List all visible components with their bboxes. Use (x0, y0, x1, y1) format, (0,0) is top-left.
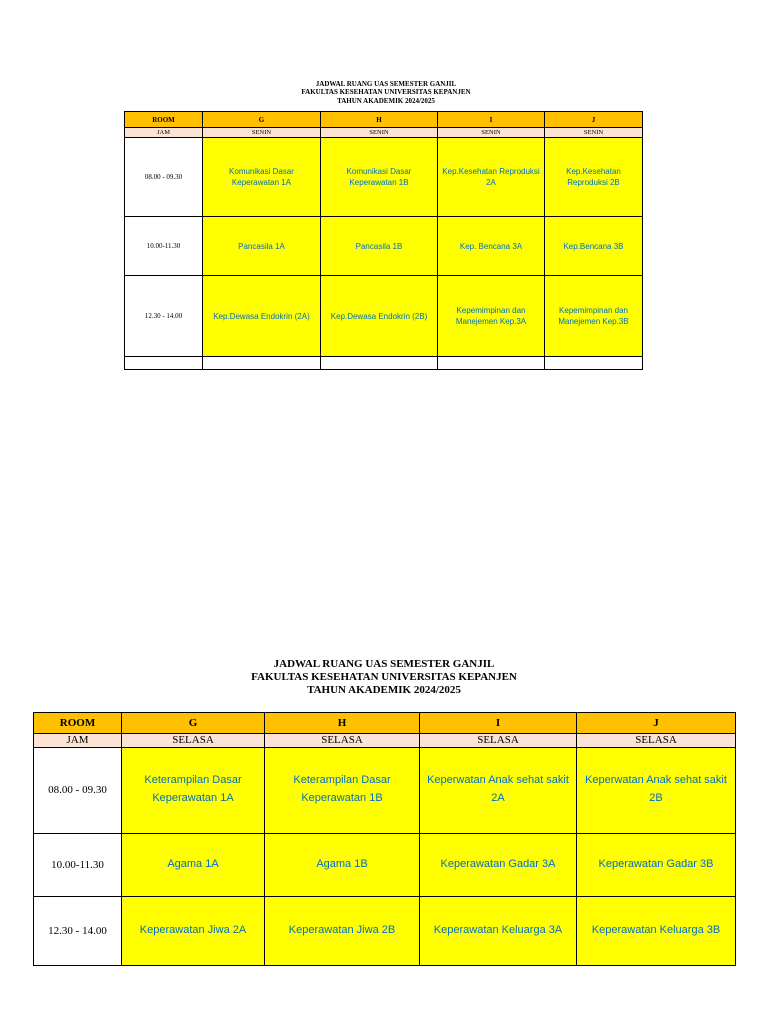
header-h: H (265, 712, 420, 733)
course-cell: Kep.Dewasa Endokrin (2B) (321, 276, 438, 357)
course-cell: Agama 1B (265, 833, 420, 896)
blank-row (125, 357, 643, 370)
header-row (125, 112, 643, 128)
course-cell: Keperawatan Jiwa 2B (265, 896, 420, 965)
blank-cell (203, 357, 321, 370)
header-g: G (203, 112, 321, 128)
table-row (34, 896, 736, 965)
header-room: ROOM (125, 112, 203, 128)
time-cell: 10.00-11.30 (34, 833, 122, 896)
course-cell: Kepemimpinan dan Manejemen Kep.3A (438, 276, 545, 357)
course-cell: Kep.Kesehatan Reproduksi 2B (545, 138, 643, 217)
schedule-table (33, 712, 736, 966)
table-row (34, 833, 736, 896)
sheet-title (33, 658, 735, 698)
blank-cell (438, 357, 545, 370)
title-line-1: JADWAL RUANG UAS SEMESTER GANJIL (315, 80, 457, 88)
blank-cell (321, 357, 438, 370)
table-row (125, 276, 643, 357)
schedule-table (124, 111, 643, 370)
subheader-jam: JAM (34, 733, 122, 747)
course-cell: Kep.Kesehatan Reproduksi 2A (438, 138, 545, 217)
course-cell: Kep. Bencana 3A (438, 217, 545, 276)
subheader-day: SENIN (203, 128, 321, 138)
blank-cell (545, 357, 643, 370)
time-cell: 08.00 - 09.30 (125, 138, 203, 217)
header-h: H (321, 112, 438, 128)
subheader-day: SENIN (321, 128, 438, 138)
title-line-2: FAKULTAS KESEHATAN UNIVERSITAS KEPANJEN (301, 88, 471, 97)
subheader-day: SELASA (577, 733, 736, 747)
subheader-day: SELASA (122, 733, 265, 747)
course-cell: Kepemimpinan dan Manejemen Kep.3B (545, 276, 643, 357)
course-cell: Keperawatan Keluarga 3B (577, 896, 736, 965)
title-line-3: TAHUN AKADEMIK 2024/2025 (337, 96, 435, 105)
time-cell: 10.00-11.30 (125, 217, 203, 276)
header-row (34, 712, 736, 733)
subheader-day: SENIN (545, 128, 643, 138)
schedule-sheet-selasa (33, 658, 735, 966)
subheader-row (125, 128, 643, 138)
subheader-jam: JAM (125, 128, 203, 138)
course-cell: Keterampilan Dasar Keperawatan 1B (265, 747, 420, 833)
blank-cell (125, 357, 203, 370)
time-cell: 08.00 - 09.30 (34, 747, 122, 833)
course-cell: Keterampilan Dasar Keperawatan 1A (122, 747, 265, 833)
header-j: J (545, 112, 643, 128)
course-cell: Keperawatan Gadar 3A (420, 833, 577, 896)
subheader-row (34, 733, 736, 747)
header-g: G (122, 712, 265, 733)
table-row (125, 138, 643, 217)
time-cell: 12.30 - 14.00 (125, 276, 203, 357)
course-cell: Komunikasi Dasar Keperawatan 1A (203, 138, 321, 217)
course-cell: Komunikasi Dasar Keperawatan 1B (321, 138, 438, 217)
table-row (34, 747, 736, 833)
time-cell: 12.30 - 14.00 (34, 896, 122, 965)
title-line-2: FAKULTAS KESEHATAN UNIVERSITAS KEPANJEN (251, 671, 517, 684)
header-i: I (438, 112, 545, 128)
subheader-day: SELASA (420, 733, 577, 747)
course-cell: Agama 1A (122, 833, 265, 896)
sheet-title (128, 80, 644, 105)
header-i: I (420, 712, 577, 733)
header-room: ROOM (34, 712, 122, 733)
header-j: J (577, 712, 736, 733)
course-cell: Keperwatan Anak sehat sakit 2B (577, 747, 736, 833)
schedule-sheet-senin (124, 80, 644, 370)
course-cell: Keperwatan Anak sehat sakit 2A (420, 747, 577, 833)
course-cell: Keperawatan Keluarga 3A (420, 896, 577, 965)
course-cell: Pancasila 1B (321, 217, 438, 276)
table-row (125, 217, 643, 276)
course-cell: Keperawatan Jiwa 2A (122, 896, 265, 965)
course-cell: Kep.Bencana 3B (545, 217, 643, 276)
subheader-day: SELASA (265, 733, 420, 747)
course-cell: Pancasila 1A (203, 217, 321, 276)
course-cell: Kep.Dewasa Endokrin (2A) (203, 276, 321, 357)
title-line-1: JADWAL RUANG UAS SEMESTER GANJIL (273, 658, 495, 670)
subheader-day: SENIN (438, 128, 545, 138)
course-cell: Keperawatan Gadar 3B (577, 833, 736, 896)
title-line-3: TAHUN AKADEMIK 2024/2025 (307, 684, 461, 697)
